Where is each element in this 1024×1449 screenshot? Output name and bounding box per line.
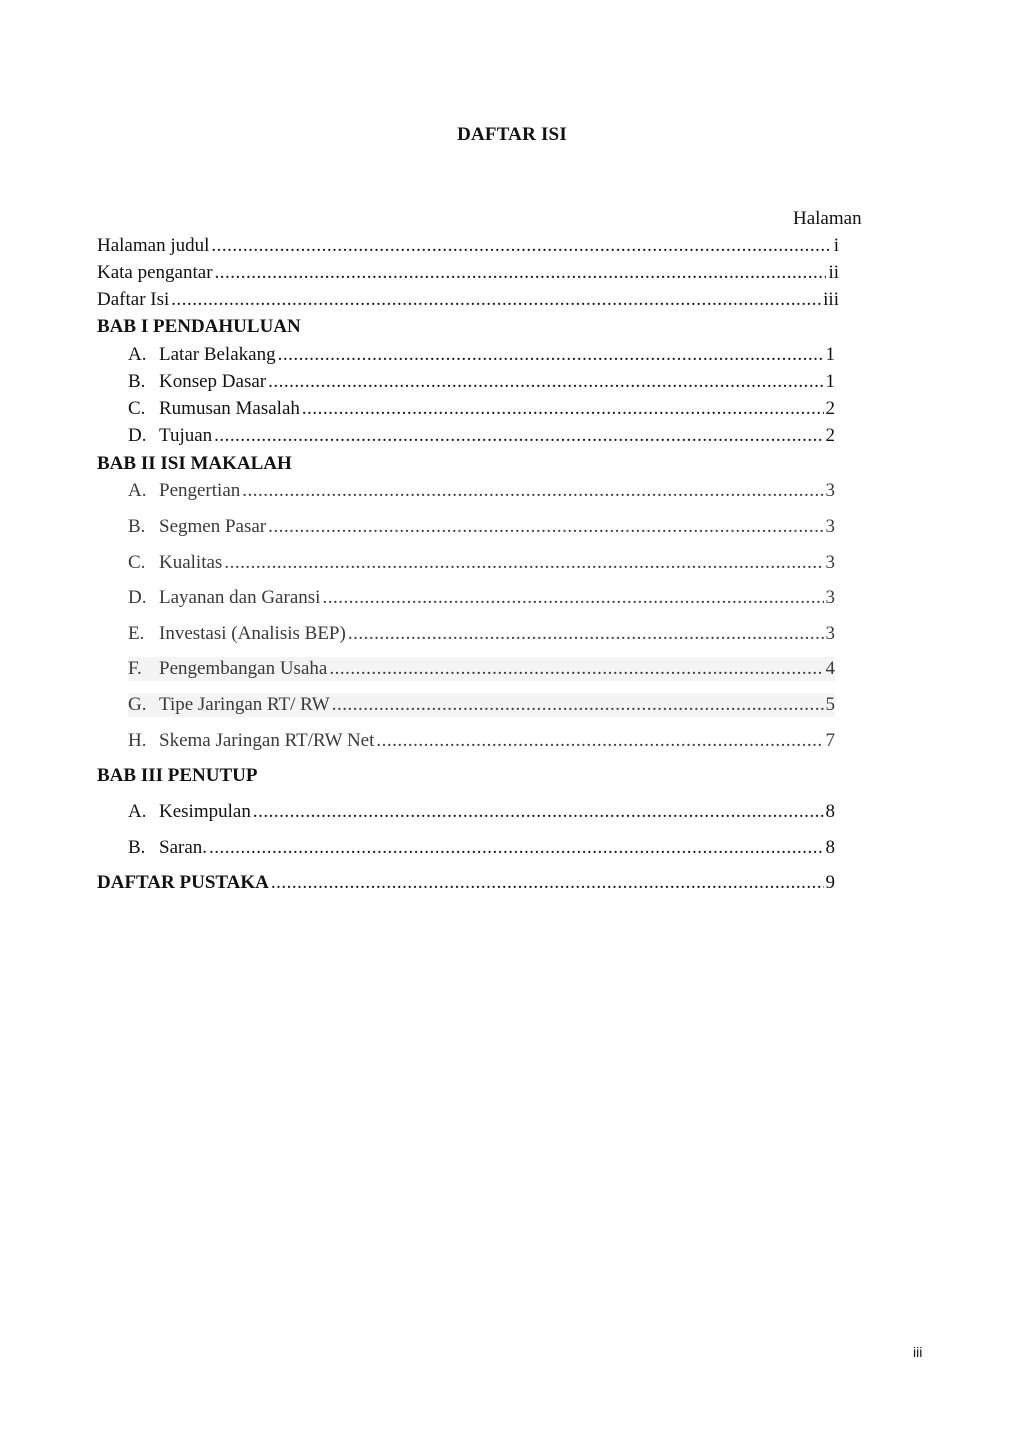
toc-entry-page: 8 bbox=[825, 837, 835, 858]
toc-entry-letter: B. bbox=[128, 371, 146, 392]
toc-entry-page: 2 bbox=[825, 425, 835, 446]
toc-entry-page: i bbox=[833, 235, 839, 256]
toc-leader-dots bbox=[242, 479, 823, 503]
toc-entry-label: Kata pengantar bbox=[97, 262, 213, 283]
toc-entry-page: iii bbox=[823, 289, 839, 310]
toc-entry-daftar-isi bbox=[97, 288, 839, 312]
toc-entry-label: Skema Jaringan RT/RW Net bbox=[159, 730, 375, 751]
toc-entry-bab2-f bbox=[128, 657, 835, 681]
chapter-heading-bab-3: BAB III PENUTUP bbox=[97, 765, 258, 786]
toc-entry-letter: C. bbox=[128, 398, 146, 419]
chapter-heading-bab-1: BAB I PENDAHULUAN bbox=[97, 316, 301, 337]
toc-entry-page: 2 bbox=[825, 398, 835, 419]
toc-leader-dots bbox=[278, 343, 824, 367]
toc-entry-label: Rumusan Masalah bbox=[159, 398, 300, 419]
toc-entry-bab3-b bbox=[128, 836, 835, 860]
toc-entry-label: Tujuan bbox=[159, 425, 213, 446]
toc-leader-dots bbox=[209, 836, 823, 860]
toc-entry-bab2-e bbox=[128, 622, 835, 646]
toc-entry-label: Saran. bbox=[159, 837, 208, 858]
toc-leader-dots bbox=[211, 234, 831, 258]
toc-entry-label: Kualitas bbox=[159, 552, 223, 573]
toc-entry-label: Pengembangan Usaha bbox=[159, 658, 328, 679]
page-title: DAFTAR ISI bbox=[457, 124, 567, 145]
toc-entry-bab1-b bbox=[128, 370, 835, 394]
toc-entry-page: 9 bbox=[825, 872, 835, 893]
toc-entry-letter: A. bbox=[128, 344, 147, 365]
toc-entry-page: ii bbox=[828, 262, 839, 283]
toc-entry-page: 7 bbox=[825, 730, 835, 751]
toc-entry-page: 3 bbox=[825, 587, 835, 608]
toc-leader-dots bbox=[214, 424, 823, 448]
toc-leader-dots bbox=[224, 551, 823, 575]
toc-leader-dots bbox=[322, 586, 823, 610]
toc-entry-label: Kesimpulan bbox=[159, 801, 251, 822]
toc-entry-kata-pengantar bbox=[97, 261, 839, 285]
toc-entry-letter: D. bbox=[128, 587, 147, 608]
toc-entry-label: Latar Belakang bbox=[159, 344, 276, 365]
toc-entry-label: Layanan dan Garansi bbox=[159, 587, 321, 608]
toc-entry-label: Segmen Pasar bbox=[159, 516, 267, 537]
toc-entry-bab2-a bbox=[128, 479, 835, 503]
toc-entry-letter: G. bbox=[128, 694, 147, 715]
halaman-column-header: Halaman bbox=[793, 208, 862, 229]
toc-entry-halaman-judul bbox=[97, 234, 839, 258]
toc-entry-letter: C. bbox=[128, 552, 146, 573]
toc-entry-bab2-c bbox=[128, 551, 835, 575]
toc-entry-label: Investasi (Analisis BEP) bbox=[159, 623, 346, 644]
toc-entry-letter: B. bbox=[128, 837, 146, 858]
toc-entry-page: 8 bbox=[825, 801, 835, 822]
footer-page-number: iii bbox=[913, 1344, 923, 1360]
toc-leader-dots bbox=[215, 261, 827, 285]
toc-entry-page: 3 bbox=[825, 480, 835, 501]
toc-leader-dots bbox=[268, 370, 823, 394]
toc-entry-page: 3 bbox=[825, 516, 835, 537]
toc-entry-bab1-a bbox=[128, 343, 835, 367]
toc-entry-label: DAFTAR PUSTAKA bbox=[97, 872, 269, 893]
toc-entry-page: 3 bbox=[825, 623, 835, 644]
toc-entry-label: Daftar Isi bbox=[97, 289, 170, 310]
toc-entry-bab3-a bbox=[128, 800, 835, 824]
toc-leader-dots bbox=[348, 622, 824, 646]
toc-entry-bab2-h bbox=[128, 729, 835, 753]
toc-entry-bab1-c bbox=[128, 397, 835, 421]
toc-entry-bab1-d bbox=[128, 424, 835, 448]
toc-entry-letter: H. bbox=[128, 730, 147, 751]
chapter-heading-bab-2: BAB II ISI MAKALAH bbox=[97, 453, 292, 474]
toc-entry-page: 1 bbox=[825, 371, 835, 392]
toc-entry-page: 1 bbox=[825, 344, 835, 365]
toc-entry-bab2-b bbox=[128, 515, 835, 539]
toc-entry-page: 4 bbox=[825, 658, 835, 679]
toc-leader-dots bbox=[302, 397, 824, 421]
toc-entry-label: Pengertian bbox=[159, 480, 241, 501]
toc-leader-dots bbox=[253, 800, 824, 824]
toc-entry-letter: A. bbox=[128, 480, 147, 501]
toc-leader-dots bbox=[376, 729, 823, 753]
toc-leader-dots bbox=[268, 515, 823, 539]
toc-leader-dots bbox=[271, 871, 824, 895]
toc-entry-letter: A. bbox=[128, 801, 147, 822]
toc-entry-letter: E. bbox=[128, 623, 145, 644]
toc-leader-dots bbox=[329, 657, 823, 681]
toc-leader-dots bbox=[171, 288, 821, 312]
toc-entry-letter: D. bbox=[128, 425, 147, 446]
toc-entry-label: Halaman judul bbox=[97, 235, 210, 256]
toc-entry-label: Konsep Dasar bbox=[159, 371, 267, 392]
toc-entry-bab2-g bbox=[128, 693, 835, 717]
toc-entry-page: 5 bbox=[825, 694, 835, 715]
toc-entry-page: 3 bbox=[825, 552, 835, 573]
toc-entry-bab2-d bbox=[128, 586, 835, 610]
toc-leader-dots bbox=[332, 693, 824, 717]
toc-entry-letter: F. bbox=[128, 658, 142, 679]
toc-entry-daftar-pustaka bbox=[97, 871, 835, 895]
toc-entry-label: Tipe Jaringan RT/ RW bbox=[159, 694, 330, 715]
toc-entry-letter: B. bbox=[128, 516, 146, 537]
